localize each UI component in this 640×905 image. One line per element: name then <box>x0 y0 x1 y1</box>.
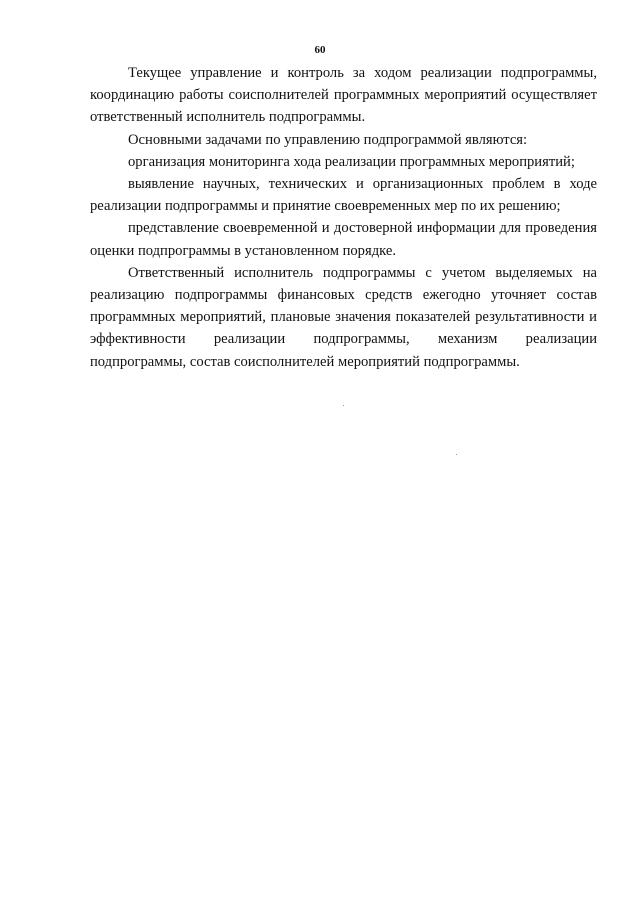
paragraph-main-tasks-intro: Основными задачами по управлению подпрограммой являются: <box>128 131 528 148</box>
scan-speck <box>456 454 457 455</box>
paragraph-management-control: Текущее управление и контроль за ходом реализации подпрограммы, координацию работы соисполнителей программных мероприятий осуществляет ответственный исполнитель подпрограммы. <box>90 65 597 126</box>
page-number: 60 <box>314 44 326 56</box>
scan-speck <box>343 405 344 406</box>
paragraph-responsible-executor: Ответственный исполнитель подпрограммы с учетом выделяемых на реализацию подпрограммы финансовых средств ежегодно уточняет состав программных мероприятий, плановые значения показателей результативности и эффективности реализации подпрограммы, механизм реализации подпрограммы, состав соисполнителей мероприятий подпрограммы. <box>90 264 597 370</box>
document-body <box>90 62 597 373</box>
paragraph-task-information: представление своевременной и достоверной информации для проведения оценки подпрограммы в установленном порядке. <box>90 220 597 259</box>
paragraph-task-monitoring: организация мониторинга хода реализации программных мероприятий; <box>128 153 575 170</box>
paragraph-task-problems: выявление научных, технических и организационных проблем в ходе реализации подпрограммы и принятие своевременных мер по их решению; <box>90 176 597 215</box>
